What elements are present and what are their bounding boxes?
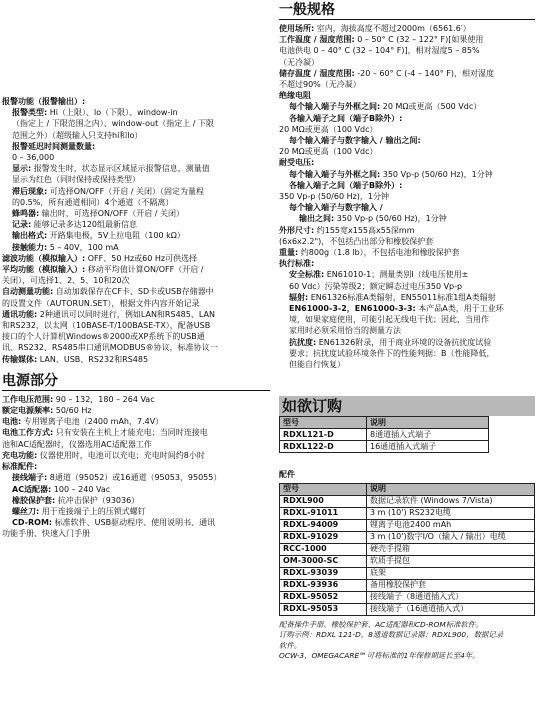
weight-label: 重量: bbox=[279, 248, 299, 258]
accessory-desc: 接线端子（16通道插入式） bbox=[367, 603, 535, 615]
standards-heading: 执行标准: bbox=[279, 259, 315, 269]
standard-accessories-label: 标准配件: bbox=[2, 462, 38, 472]
voltage-value: 90 – 132，180 – 264 Vac bbox=[55, 394, 155, 404]
hysteresis-label: 滞后现象: bbox=[12, 186, 48, 196]
accessory-screwdriver-value: 用于连接端子上的压锁式螺钉 bbox=[41, 506, 146, 516]
display-label: 显示: bbox=[12, 164, 32, 174]
order-desc: 16通道插入式端子 bbox=[367, 441, 489, 453]
table-row bbox=[280, 429, 489, 441]
accessory-desc: 硬壳手提箱 bbox=[367, 543, 535, 555]
emission-label: 辐射: bbox=[289, 292, 309, 302]
buzzer-value: 输出时，可选择ON/OFF（开启 / 关闭） bbox=[41, 209, 185, 219]
accessory-model: RDXL900 bbox=[280, 495, 367, 507]
table-row bbox=[280, 543, 535, 555]
accessory-desc: 备用橡胶保护套 bbox=[367, 579, 535, 591]
withstand-3-label-b: 输出之间: bbox=[299, 214, 335, 224]
table-row bbox=[280, 519, 535, 531]
accessory-desc: 3 m (10') RS232电缆 bbox=[367, 507, 535, 519]
order-table bbox=[279, 416, 489, 453]
accessories-header-model: 型号 bbox=[280, 483, 367, 495]
insulation-2-value: 20 MΩ或更高（100 Vdc） bbox=[279, 124, 378, 134]
average-line-2: 关闭），可选择1、2、5、10和20次 bbox=[2, 276, 130, 286]
footnote-line-2: 订购示例：RDXL 121-D，8通道数据记录器；RDXL900，数据记录 bbox=[279, 630, 504, 639]
alarm-type-line-1: Hi（上限）、lo（下限）、window-in bbox=[49, 108, 178, 118]
rating-label: 接触能力: bbox=[12, 242, 48, 252]
insulation-1-value: 20 MΩ或更高（500 Vdc） bbox=[382, 102, 482, 112]
emission-line-1: EN61326标准A类辐射，EN55011标准1组A类辐射 bbox=[310, 292, 496, 302]
accessory-model: RDXL-95052 bbox=[280, 591, 367, 603]
immunity-line-3: 但能自行恢复） bbox=[289, 360, 345, 370]
footnote-line-4: OCW-3，OMEGACARE℠可将标准的1年保修期延长至4年。 bbox=[279, 651, 480, 660]
dimension-line-2: (6x6x2.2")，不包括凸出部分和橡胶保护套 bbox=[279, 236, 434, 246]
auto-measure-line-1: 自动加载保存在CF卡、SD卡或USB存储器中 bbox=[55, 287, 214, 297]
storage-temp-label: 储存温度 / 湿度范围: bbox=[279, 68, 355, 78]
charge-label: 充电功能: bbox=[2, 450, 38, 460]
withstand-3-value: 350 Vp-p (50/60 Hz)，1分钟 bbox=[336, 214, 447, 224]
dimension-label: 外形尺寸: bbox=[279, 225, 315, 235]
operating-temp-line-2: 电池供电 0 – 40° C (32 – 104° F)]，相对湿度5 – 85% bbox=[279, 46, 480, 56]
table-row bbox=[280, 507, 535, 519]
average-line-1: 移动平均值计算ON/OFF（开启 / bbox=[87, 265, 204, 275]
interface-label: 传输媒体: bbox=[2, 354, 38, 364]
average-label: 平均功能（模拟输入）: bbox=[2, 265, 86, 275]
accessories-table bbox=[279, 483, 535, 616]
environment-label: 使用场所: bbox=[279, 24, 315, 33]
frequency-value: 50/60 Hz bbox=[55, 406, 92, 416]
alarm-type-line-3: 范围之外）（超级输入只支持hi和lo） bbox=[12, 130, 143, 140]
environment-value: 室内，海拔高度不超过2000m（6561.6′） bbox=[316, 24, 471, 33]
comm-line-3: 接口的个人计算机Windows®2000或XP系统下的USB通 bbox=[2, 332, 205, 342]
table-row bbox=[280, 555, 535, 567]
auto-measure-line-2: 的设置文件（AUTORUN.SET），根据文件内容开始记录 bbox=[2, 298, 200, 308]
accessory-ac-label: AC适配器: bbox=[12, 484, 52, 494]
footnote-line-3: 软件。 bbox=[279, 640, 302, 650]
order-model: RDXL121-D bbox=[280, 429, 367, 441]
accessory-model: OM-3000-SC bbox=[280, 555, 367, 567]
accessory-desc: 数据记录软件 (Windows 7/Vista) bbox=[367, 495, 535, 507]
withstand-1-label: 每个输入端子与外框之间: bbox=[289, 169, 381, 179]
auto-measure-label: 自动测量功能: bbox=[2, 287, 54, 297]
output-type-value: 开路集电极，5V上拉电阻（100 kΩ） bbox=[49, 231, 185, 241]
table-row bbox=[280, 531, 535, 543]
table-row bbox=[280, 495, 535, 507]
insulation-3-label: 每个输入端子与数字输入 / 输出之间: bbox=[289, 136, 421, 146]
output-type-label: 输出格式: bbox=[12, 231, 48, 241]
insulation-2-label: 各输入端子之间（端子B除外）: bbox=[289, 113, 403, 123]
withstand-3-label: 每个输入端子与数字输入 / bbox=[289, 203, 383, 213]
accessory-desc: 锂离子电池2400 mAh bbox=[367, 519, 535, 531]
operating-temp-label: 工作温度 / 湿度范围: bbox=[279, 35, 355, 45]
immunity-line-1: EN61326附录，用于商业环境的设备抗扰度试验 bbox=[318, 337, 492, 347]
weight-value: 约800g（1.8 lb），不包括电池和橡胶保护套 bbox=[300, 248, 460, 258]
comm-line-2: 和RS232，以太网（10BASE-T/100BASE-TX），配备USB bbox=[2, 321, 211, 331]
immunity-label: 抗扰度: bbox=[289, 337, 317, 347]
emc-label: EN61000-3-2，EN61000-3-3: bbox=[289, 304, 416, 314]
order-header-row bbox=[280, 417, 489, 429]
comm-label: 通讯功能: bbox=[2, 309, 38, 319]
power-section-title: 电源部分 bbox=[2, 372, 58, 389]
order-model: RDXL122-D bbox=[280, 441, 367, 453]
accessory-model: RDXL-95053 bbox=[280, 603, 367, 615]
record-label: 记录: bbox=[12, 220, 32, 230]
emc-line-3: 家用时必须采用恰当的测量方法 bbox=[289, 326, 401, 336]
storage-temp-line-2: 不超过90%（无冷凝） bbox=[279, 80, 361, 90]
accessory-model: RDXL-93039 bbox=[280, 567, 367, 579]
display-line-1: 报警发生时，状态显示区域显示报警信息，测量值 bbox=[33, 164, 210, 174]
general-section-title: 一般规格 bbox=[279, 2, 335, 18]
hysteresis-line-2: 的0.5%，所有通道相同）4个通道（不隔离） bbox=[12, 197, 174, 207]
battery-operation-line-1: 只有安装在主机上才能充电；当同时连接电 bbox=[55, 428, 208, 438]
insulation-1-label: 每个输入端子与外框之间: bbox=[289, 102, 381, 112]
left-column bbox=[2, 0, 270, 540]
charge-value: 仪器使用时，电池可以充电；充电时间约8小时 bbox=[39, 450, 205, 460]
alarm-delay-value: 0 – 36,000 bbox=[12, 153, 55, 163]
rating-value: 5 – 40V，100 mA bbox=[49, 242, 119, 252]
accessories-title: 配件 bbox=[279, 470, 295, 480]
accessory-terminal-value: 8通道（95052）或16通道（95053，95055） bbox=[49, 473, 222, 483]
storage-temp-line-1: -20 – 60° C (-4 – 140° F)，相对湿度 bbox=[357, 68, 494, 78]
order-banner bbox=[279, 396, 535, 416]
withstand-2-value: 350 Vp-p (50/60 Hz)，1分钟 bbox=[279, 192, 390, 202]
accessory-model: RDXL-91011 bbox=[280, 507, 367, 519]
accessory-desc: 软质手提包 bbox=[367, 555, 535, 567]
accessory-desc: 3 m (10')数字I/O（输入 / 输出）电缆 bbox=[367, 531, 535, 543]
alarm-type-line-2: （指定上 / 下限范围之内）、window-out（指定上 / 下限 bbox=[12, 119, 215, 129]
emc-line-2: 境，如果家庭使用，可能引起无线电干扰；因此，当用作 bbox=[289, 315, 489, 325]
table-row bbox=[280, 567, 535, 579]
battery-operation-line-2: 池和AC适配器时，仪器选用AC适配器工作 bbox=[2, 439, 152, 449]
buzzer-label: 蜂鸣器: bbox=[12, 209, 40, 219]
comm-line-4: 讯、RS232、RS485串口通讯MODBUS®协议，标准协议一 bbox=[2, 343, 218, 353]
battery-value: 专用锂离子电池（2400 mAh，7.4V） bbox=[23, 417, 164, 427]
accessory-ac-value: 100 – 240 Vac bbox=[53, 484, 111, 494]
right-column bbox=[279, 0, 535, 662]
dimension-line-1: 约155宽x155高x55深mm bbox=[316, 225, 415, 235]
battery-operation-label: 电池工作方式: bbox=[2, 428, 54, 438]
accessory-cover-value: 抗冲击保护（93036） bbox=[57, 495, 140, 505]
withstand-heading: 耐受电压: bbox=[279, 158, 315, 168]
order-title: 如欲订购 bbox=[282, 397, 343, 416]
safety-label: 安全标准: bbox=[289, 270, 325, 280]
alarm-type-label: 报警类型: bbox=[12, 108, 48, 118]
order-desc: 8通道插入式端子 bbox=[367, 429, 489, 441]
voltage-label: 工作电压范围: bbox=[2, 394, 54, 404]
footnote-line-1: 配备操作手册、橡胶保护套、AC适配器和CD-ROM标准软件。 bbox=[279, 619, 483, 629]
table-row bbox=[280, 579, 535, 591]
battery-label: 电池: bbox=[2, 417, 22, 427]
accessory-cd-line-1: 标准软件、USB驱动程序、使用说明书、通讯 bbox=[54, 518, 216, 528]
operating-temp-line-1: 0 – 50° C (32 – 122° F)[如果使用 bbox=[357, 35, 484, 45]
accessory-screwdriver-label: 螺丝刀: bbox=[12, 506, 40, 516]
order-header-model: 型号 bbox=[280, 417, 367, 429]
alarm-heading: 报警功能（报警输出）: bbox=[2, 97, 86, 106]
interface-value: LAN、USB、RS232和RS485 bbox=[39, 354, 149, 364]
hysteresis-line-1: 可选择ON/OFF（开启 / 关闭）（固定为量程 bbox=[49, 186, 205, 196]
accessory-cover-label: 橡胶保护套: bbox=[12, 495, 56, 505]
table-row bbox=[280, 441, 489, 453]
immunity-line-2: 要求；抗扰度试验环境条件下的性能判据：B（性能降低， bbox=[289, 348, 495, 358]
accessory-model: RCC-1000 bbox=[280, 543, 367, 555]
comm-line-1: 2种通讯可以同时进行，例如LAN和RS485、LAN bbox=[39, 309, 215, 319]
general-section-rule bbox=[279, 19, 535, 20]
accessory-cd-label: CD-ROM: bbox=[12, 518, 53, 528]
accessories-header-desc: 说明 bbox=[367, 483, 535, 495]
alarm-delay-label: 报警延迟时间测量数量: bbox=[12, 141, 96, 151]
record-value: 能够记录多达120组最新信息 bbox=[33, 220, 138, 230]
accessories-header-row bbox=[280, 483, 535, 495]
accessory-desc: 接线端子（8通道插入式） bbox=[367, 591, 535, 603]
emc-line-1: 本产品A类，用于工业环 bbox=[418, 304, 504, 314]
withstand-1-value: 350 Vp-p (50/60 Hz)，1分钟 bbox=[382, 169, 493, 179]
order-header-desc: 说明 bbox=[367, 417, 489, 429]
safety-line-2: 60 Vdc）污染等级2；额定瞬态过电压350 Vp-p bbox=[289, 281, 463, 291]
operating-temp-line-3: （无冷凝） bbox=[279, 57, 319, 67]
accessory-desc: 底架 bbox=[367, 567, 535, 579]
filter-value: OFF、50 Hz或60 Hz可供选择 bbox=[87, 253, 198, 263]
withstand-2-label: 各输入端子之间（端子B除外）: bbox=[289, 180, 403, 190]
filter-label: 滤波功能（模拟输入）: bbox=[2, 253, 86, 263]
insulation-3-value: 20 MΩ或更高（100 Vdc） bbox=[279, 147, 378, 157]
table-row bbox=[280, 591, 535, 603]
accessory-terminal-label: 接线端子: bbox=[12, 473, 48, 483]
accessory-model: RDXL-94009 bbox=[280, 519, 367, 531]
accessory-cd-line-2: 功能手册、快速入门手册 bbox=[2, 529, 90, 539]
frequency-label: 额定电源频率: bbox=[2, 406, 54, 416]
accessory-model: RDXL-91029 bbox=[280, 531, 367, 543]
power-section-rule bbox=[2, 390, 270, 391]
table-row bbox=[280, 603, 535, 615]
display-line-2: 显示为红色（同时保持或保持类型） bbox=[12, 175, 140, 185]
safety-line-1: EN61010-1；测量类别Ⅰ（线电压使用± bbox=[326, 270, 469, 280]
insulation-heading: 绝缘电阻 bbox=[279, 91, 311, 101]
accessory-model: RDXL-93936 bbox=[280, 579, 367, 591]
